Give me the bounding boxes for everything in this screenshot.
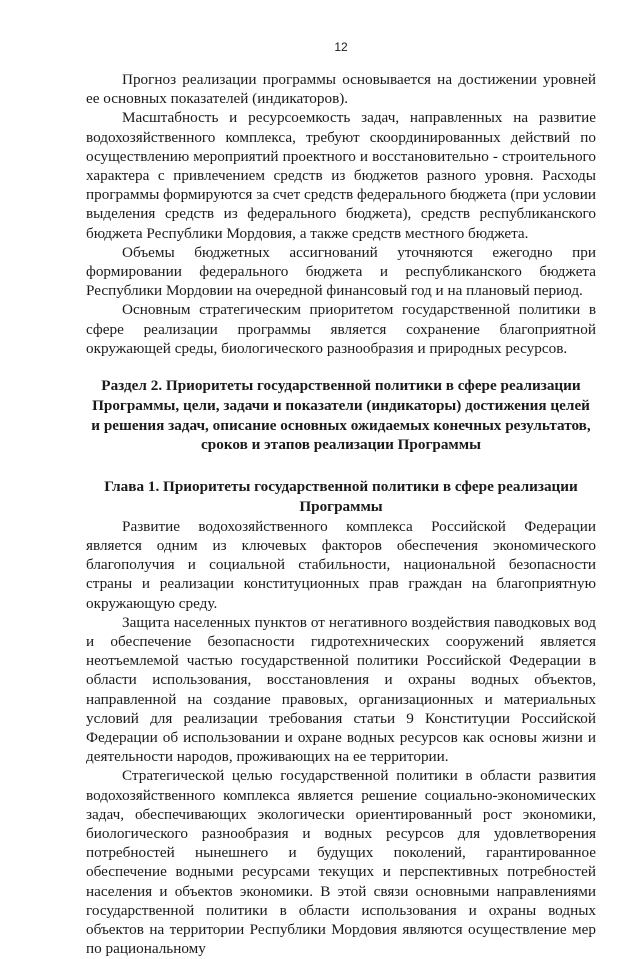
- section-heading: Раздел 2. Приоритеты государственной политики в сфере реализации Программы, цели, задачи и показатели (индикаторы) достижения целей и решения задач, описание основных ожидаемых конечных результатов, сроков и этапов реализации Программы: [91, 377, 591, 454]
- page-number: 12: [334, 40, 348, 54]
- paragraph: Стратегической целью государственной политики в области развития водохозяйственного комплекса является решение социально-экономических задач, обеспечивающих экологически ориентированный рост экономики, биологического разнообразия и водных ресурсов для удовлетворения потребностей нынешнего и будущих поколений, гарантированное обеспечение водными ресурсами текущих и перспективных потребностей населения и объектов экономики. В этой связи основными направлениями государственной политики в области использования и охраны водных объектов на территории Республики Мордовия являются осуществление мер по рациональному: [86, 767, 596, 958]
- chapter-heading: Глава 1. Приоритеты государственной политики в сфере реализации Программы: [104, 478, 578, 516]
- paragraph: Масштабность и ресурсоемкость задач, направленных на развитие водохозяйственного комплекса, требуют скоординированных действий по осуществлению мероприятий проектного и восстановительно - строительного характера с привлечением средств из бюджетов разного уровня. Расходы программы формируются за счет средств федерального бюджета (при условии выделения средств из федерального бюджета), средств республиканского бюджета Республики Мордовия, а также средств местного бюджета.: [86, 109, 596, 242]
- paragraph: Развитие водохозяйственного комплекса Российской Федерации является одним из ключевых факторов обеспечения экономического благополучия и социальной стабильности, национальной безопасности страны и реализации конституционных прав граждан на благоприятную окружающую среду.: [86, 517, 596, 612]
- paragraph: Объемы бюджетных ассигнований уточняются ежегодно при формировании федерального бюджета и республиканского бюджета Республики Мордовии на очередной финансовый год и на плановый период.: [86, 243, 596, 300]
- paragraph: Защита населенных пунктов от негативного воздействия паводковых вод и обеспечение безопасности гидротехнических сооружений является неотъемлемой частью государственной политики Российской Федерации в области использования, восстановления и охраны водных объектов, направленной на создание правовых, организационных и материальных условий для реализации требования статьи 9 Конституции Российской Федерации об использовании и охране водных ресурсов как основы жизни и деятельности народов, проживающих на ее территории.: [86, 613, 596, 766]
- paragraph: Прогноз реализации программы основывается на достижении уровней ее основных показателей (индикаторов).: [86, 71, 596, 108]
- paragraph: Основным стратегическим приоритетом государственной политики в сфере реализации программы является сохранение благоприятной окружающей среды, биологического разнообразия и природных ресурсов.: [86, 301, 596, 357]
